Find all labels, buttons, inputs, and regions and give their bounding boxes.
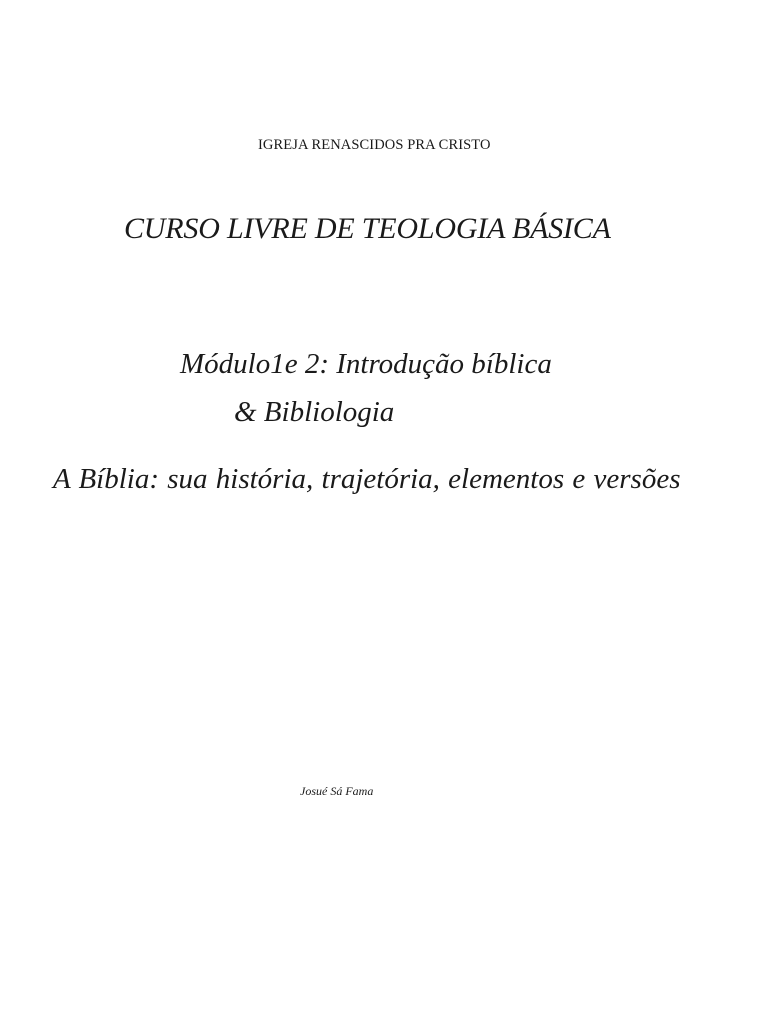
module-title-line-2: & Bibliologia bbox=[234, 396, 395, 428]
church-name: IGREJA RENASCIDOS PRA CRISTO bbox=[258, 137, 491, 153]
module-title-line-1: Módulo1e 2: Introdução bíblica bbox=[180, 348, 552, 380]
course-title: CURSO LIVRE DE TEOLOGIA BÁSICA bbox=[124, 212, 611, 245]
author-name: Josué Sá Fama bbox=[300, 784, 374, 798]
subject-title: A Bíblia: sua história, trajetória, elementos e versões bbox=[53, 463, 681, 495]
